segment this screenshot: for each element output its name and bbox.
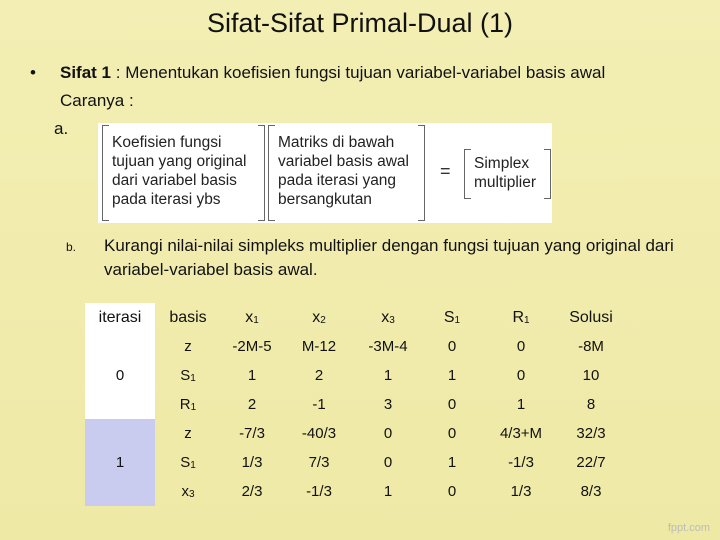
table-cell: 1/3 xyxy=(241,454,263,471)
table-cell: -8M xyxy=(578,338,604,355)
formula-box-matrix xyxy=(278,133,409,209)
table-cell: 0 xyxy=(447,338,457,355)
sifat-1-text: : Menentukan koefisien fungsi tujuan variabel-variabel basis awal xyxy=(111,63,606,82)
table-cell: 2/3 xyxy=(241,483,263,500)
table-cell: 0 xyxy=(516,338,526,355)
table-cell: $R_1$ xyxy=(179,396,197,413)
formula-line: dari variabel basis xyxy=(112,172,237,189)
table-cell: 1 xyxy=(383,367,393,384)
slide-title: Sifat-Sifat Primal-Dual (1) xyxy=(206,8,514,38)
sifat-1-label: Sifat 1 xyxy=(60,63,112,82)
table-cell: 8/3 xyxy=(580,483,602,500)
formula-line: Koefisien fungsi xyxy=(112,134,222,151)
table-row xyxy=(85,419,623,448)
formula-line: variabel basis awal xyxy=(278,153,409,170)
header-x2: $x_2$ xyxy=(312,308,326,326)
formula-equals: = xyxy=(440,161,451,181)
table-cell: -7/3 xyxy=(239,425,265,442)
table-row xyxy=(85,390,623,419)
iteration-label: 1 xyxy=(85,419,155,506)
iteration-label: 0 xyxy=(85,332,155,419)
table-cell: -2M-5 xyxy=(232,338,272,355)
caranya-label: Caranya : xyxy=(60,91,134,110)
formula-box-coefficients xyxy=(112,133,246,209)
table-cell: 32/3 xyxy=(576,425,606,442)
table-cell: 7/3 xyxy=(308,454,330,471)
header-x1: $x_1$ xyxy=(245,308,259,326)
table-row xyxy=(85,332,623,361)
table-cell: -40/3 xyxy=(301,425,337,442)
header-iterasi: iterasi xyxy=(85,303,155,332)
table-cell: -1 xyxy=(312,396,326,413)
header-r1: $R_1$ xyxy=(512,308,530,326)
table-cell: 8 xyxy=(586,396,596,413)
formula-line: pada iterasi yang xyxy=(278,172,397,189)
table-cell: 1 xyxy=(447,454,457,471)
table-cell: -1/3 xyxy=(508,454,534,471)
table-cell: 2 xyxy=(247,396,257,413)
table-row xyxy=(85,361,623,390)
formula-image xyxy=(98,123,552,223)
table-cell: 1 xyxy=(247,367,257,384)
table-cell: $x_3$ xyxy=(181,483,195,500)
header-x3: $x_3$ xyxy=(381,308,395,326)
table-cell: $S_1$ xyxy=(180,367,196,384)
header-basis: basis xyxy=(169,308,207,326)
formula-line: Simplex xyxy=(474,155,530,172)
table-cell: 3 xyxy=(383,396,393,413)
table-cell: z xyxy=(184,338,192,355)
table-row xyxy=(85,448,623,477)
table-cell: $S_1$ xyxy=(180,454,196,471)
table-cell: 1 xyxy=(383,483,393,500)
table-cell: 0 xyxy=(516,367,526,384)
table-cell: M-12 xyxy=(301,338,337,355)
simplex-table xyxy=(85,303,623,506)
formula-line: Matriks di bawah xyxy=(278,134,395,151)
table-header-row xyxy=(85,303,623,332)
header-s1: $S_1$ xyxy=(443,308,461,326)
formula-line: pada iterasi ybs xyxy=(112,191,221,208)
formula-line: bersangkutan xyxy=(278,191,372,208)
table-cell: 4/3+M xyxy=(499,425,543,442)
formula-line: multiplier xyxy=(474,174,537,191)
table-cell: 0 xyxy=(383,454,393,471)
bullet-icon: • xyxy=(30,63,36,82)
formula-line: tujuan yang original xyxy=(112,153,247,170)
item-b-text: Kurangi nilai-nilai simpleks multiplier dengan fungsi tujuan yang original dari variabel-variabel basis awal. xyxy=(104,236,674,279)
table-cell: 10 xyxy=(582,367,600,384)
table-cell: -1/3 xyxy=(306,483,332,500)
table-cell: 1/3 xyxy=(510,483,532,500)
header-solusi: Solusi xyxy=(569,308,613,326)
item-a-label: a. xyxy=(54,119,69,138)
sifat-1-line xyxy=(60,63,605,83)
table-cell: z xyxy=(184,425,192,442)
table-cell: 22/7 xyxy=(576,454,606,471)
item-b-label: b. xyxy=(66,240,77,254)
table-cell: 0 xyxy=(447,483,457,500)
table-cell: 1 xyxy=(447,367,457,384)
table-cell: 2 xyxy=(314,367,324,384)
table-cell: 0 xyxy=(447,425,457,442)
table-cell: -3M-4 xyxy=(368,338,408,355)
footer-watermark: fppt.com xyxy=(667,522,710,534)
table-cell: 0 xyxy=(383,425,393,442)
table-cell: 0 xyxy=(447,396,457,413)
table-cell: 1 xyxy=(516,396,526,413)
table-row xyxy=(85,477,623,506)
formula-box-multiplier xyxy=(474,154,536,192)
